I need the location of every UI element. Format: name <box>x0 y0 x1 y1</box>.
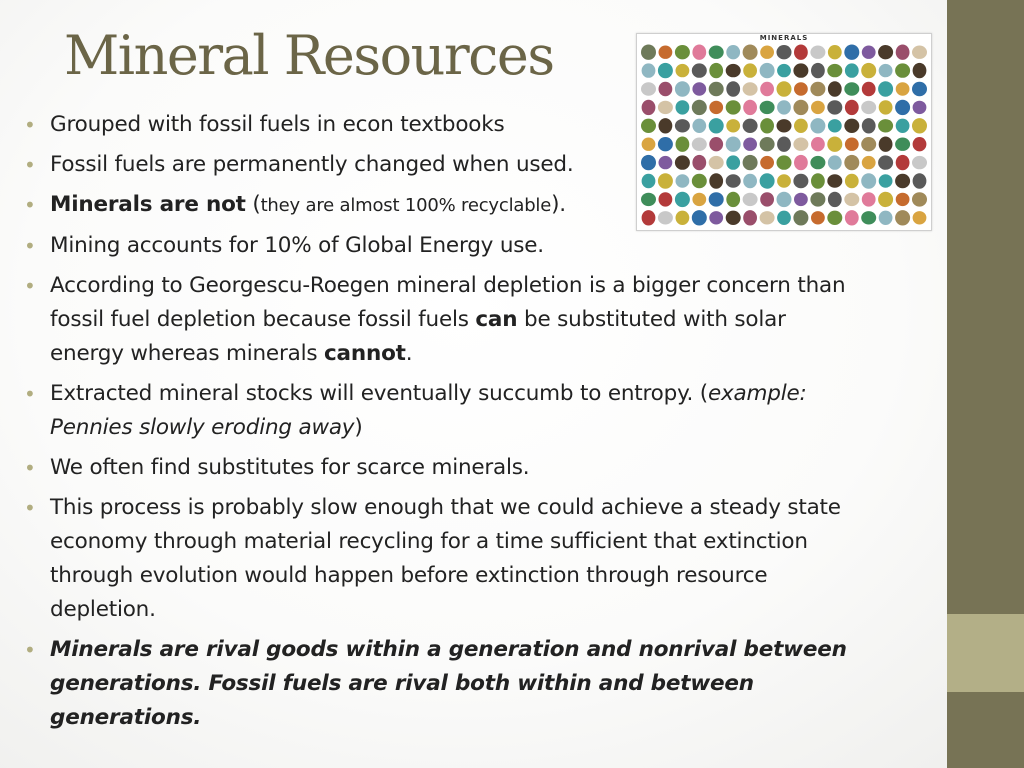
bullet-text: Mining accounts for 10% of Global Energy use. <box>50 233 544 258</box>
mineral-specimen <box>709 46 724 59</box>
poster-title: MINERALS <box>759 34 809 42</box>
mineral-specimen <box>658 63 673 78</box>
mineral-specimen <box>827 64 842 77</box>
bullet-text: According to Georgescu-Roegen mineral depletion is a bigger concern than fossil fuel depletion because fossil fuels <box>50 273 846 332</box>
bullet-text: cannot <box>324 341 406 366</box>
mineral-specimen <box>913 63 927 78</box>
mineral-specimen <box>912 192 927 206</box>
mineral-specimen <box>861 137 876 151</box>
mineral-specimen <box>709 63 723 78</box>
mineral-specimen <box>878 81 893 96</box>
bullet-marker: • <box>24 638 36 662</box>
bullet-text: Fossil fuels are permanently changed when used. <box>50 152 574 177</box>
mineral-specimen <box>692 82 706 95</box>
bullet-text: example: Pennies slowly eroding away <box>50 381 807 440</box>
bullet-text: ( <box>245 192 261 217</box>
mineral-specimen <box>793 63 808 77</box>
mineral-specimen <box>726 45 740 59</box>
mineral-specimen <box>675 45 690 59</box>
mineral-specimen <box>743 63 757 77</box>
mineral-specimen <box>912 82 927 96</box>
bullet-marker: • <box>24 274 36 298</box>
bullet-item <box>20 188 850 223</box>
mineral-specimen <box>794 82 808 95</box>
bullet-item <box>20 148 850 182</box>
bullet-text: This process is probably slow enough that we could achieve a steady state economy through material recycling for a time sufficient that extinction through evolution would happen before extinction through resource depletion. <box>50 495 841 622</box>
mineral-specimen <box>913 137 927 151</box>
bullet-text: Minerals are rival goods within a generation and nonrival between generations. Fossil fuels are rival both within and between generations. <box>50 637 847 730</box>
mineral-specimen <box>878 119 893 132</box>
mineral-specimen <box>760 46 774 59</box>
mineral-specimen <box>913 173 927 188</box>
bullet-marker: • <box>24 113 36 137</box>
mineral-specimen <box>828 45 842 59</box>
mineral-specimen <box>726 81 740 96</box>
bullet-item <box>20 377 850 445</box>
mineral-specimen <box>862 82 876 96</box>
mineral-specimen <box>642 63 656 77</box>
mineral-specimen <box>726 64 741 77</box>
bullet-text: be substituted with solar energy whereas minerals <box>50 307 786 366</box>
mineral-specimen <box>862 156 876 169</box>
slide-title: Mineral Resources <box>64 24 554 87</box>
bullet-text: . <box>405 341 413 366</box>
mineral-specimen <box>878 192 893 207</box>
mineral-specimen <box>675 81 690 96</box>
bullet-item <box>20 633 850 735</box>
bullet-item <box>20 229 850 263</box>
mineral-specimen <box>879 174 893 187</box>
mineral-specimen <box>878 155 893 169</box>
mineral-specimen <box>760 82 774 96</box>
bullet-text: ). <box>551 192 566 217</box>
mineral-specimen <box>861 173 876 188</box>
mineral-specimen <box>810 46 825 59</box>
bullet-marker: • <box>24 234 36 258</box>
mineral-specimen <box>895 174 910 188</box>
mineral-specimen <box>896 193 910 206</box>
mineral-specimen <box>777 81 792 96</box>
mineral-specimen <box>777 45 792 59</box>
bullet-text: they are almost 100% recyclable <box>260 195 552 216</box>
bullet-list <box>20 108 850 741</box>
mineral-specimen <box>692 45 706 60</box>
bullet-item <box>20 451 850 485</box>
mineral-specimen <box>743 82 758 95</box>
mineral-specimen <box>862 46 876 59</box>
mineral-specimen <box>845 63 859 77</box>
bullet-item <box>20 269 850 371</box>
mineral-specimen <box>709 82 724 96</box>
mineral-specimen <box>879 211 893 225</box>
mineral-specimen <box>743 45 758 60</box>
mineral-specimen <box>912 156 927 169</box>
bullet-text: Grouped with fossil fuels in econ textbooks <box>50 112 505 137</box>
mineral-specimen <box>896 155 910 170</box>
mineral-specimen <box>896 45 910 60</box>
side-accent-block <box>947 614 1024 692</box>
mineral-specimen <box>896 119 910 133</box>
mineral-specimen <box>811 63 825 78</box>
mineral-specimen <box>676 64 690 77</box>
mineral-specimen <box>760 63 775 78</box>
mineral-specimen <box>861 211 876 224</box>
bullet-marker: • <box>24 382 36 406</box>
bullet-item <box>20 108 850 142</box>
mineral-specimen <box>641 82 656 95</box>
mineral-specimen <box>878 45 893 59</box>
mineral-specimen <box>659 46 673 59</box>
mineral-specimen <box>912 118 927 133</box>
mineral-specimen <box>895 100 910 115</box>
mineral-specimen <box>896 82 910 95</box>
mineral-specimen <box>913 101 927 114</box>
mineral-specimen <box>844 82 859 95</box>
mineral-specimen <box>777 64 791 77</box>
mineral-specimen <box>862 118 876 133</box>
mineral-specimen <box>861 63 876 78</box>
mineral-specimen <box>879 64 893 77</box>
bullet-marker: • <box>24 193 36 217</box>
mineral-specimen <box>895 63 910 77</box>
mineral-specimen <box>659 82 673 96</box>
mineral-specimen <box>879 100 893 114</box>
bullet-marker: • <box>24 456 36 480</box>
bullet-text: We often find substitutes for scarce minerals. <box>50 455 530 480</box>
bullet-text: ) <box>354 415 363 440</box>
mineral-specimen <box>641 45 656 60</box>
mineral-specimen <box>862 192 876 206</box>
mineral-specimen <box>913 211 927 224</box>
bullet-marker: • <box>24 496 36 520</box>
bullet-item <box>20 491 850 627</box>
mineral-specimen <box>879 137 893 152</box>
mineral-specimen <box>810 82 825 96</box>
mineral-specimen <box>895 138 910 151</box>
mineral-specimen <box>912 46 927 59</box>
mineral-specimen <box>794 45 808 60</box>
bullet-text: can <box>475 307 518 332</box>
bullet-text: Extracted mineral stocks will eventually succumb to entropy. ( <box>50 381 708 406</box>
bullet-marker: • <box>24 153 36 177</box>
mineral-specimen <box>895 210 910 225</box>
mineral-specimen <box>692 63 707 77</box>
bullet-text: Minerals are not <box>50 192 246 217</box>
mineral-specimen <box>844 45 859 60</box>
mineral-specimen <box>861 101 876 114</box>
mineral-specimen <box>828 81 842 96</box>
